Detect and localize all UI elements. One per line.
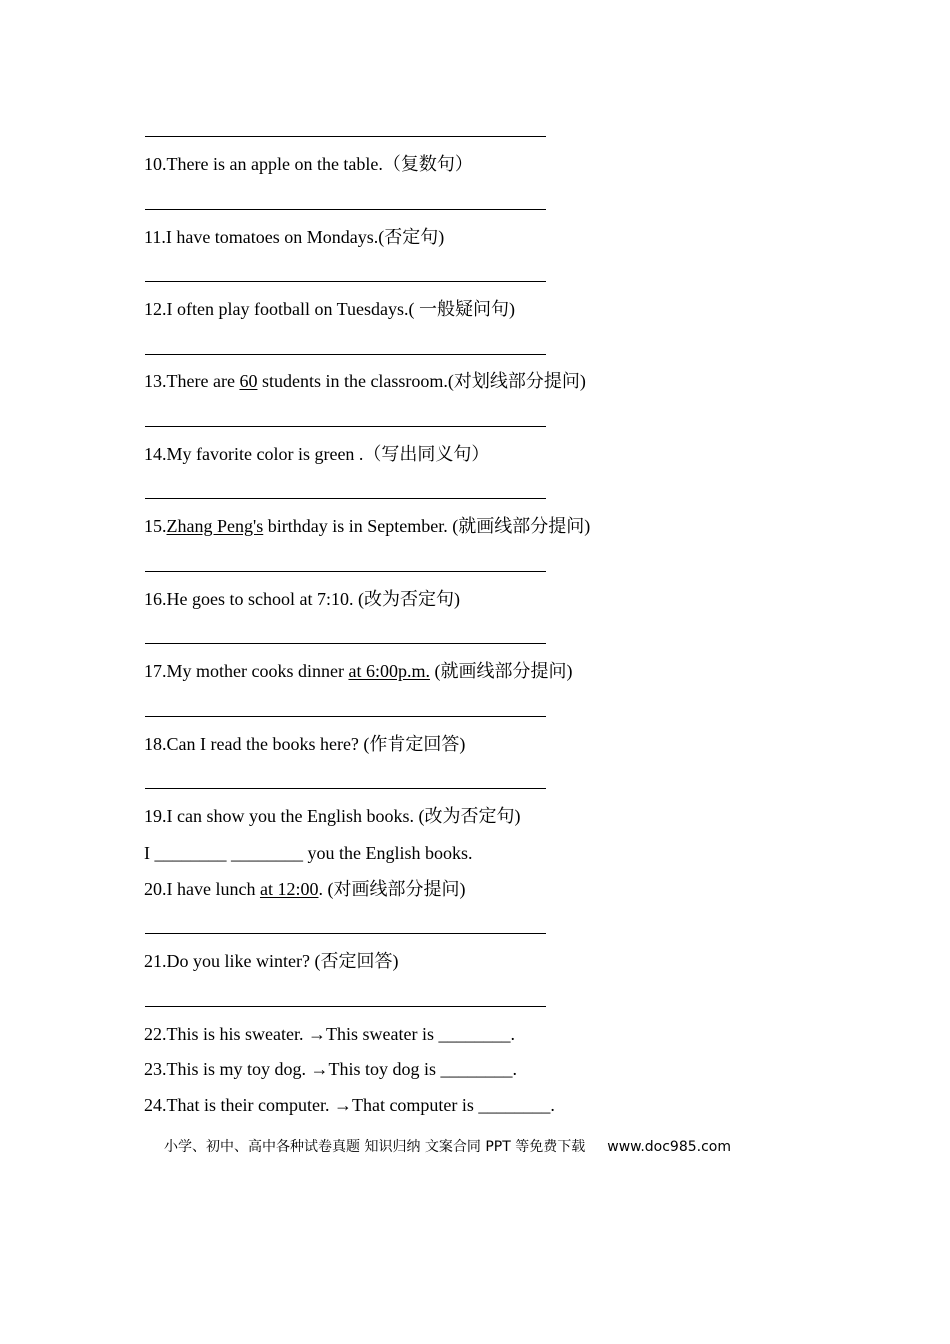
question-16 [144,588,460,610]
question-12 [144,298,515,320]
question-19-fill-in [144,842,473,864]
question-text: 22.This is his sweater. →This sweater is ________. [144,1024,515,1044]
question-text: 13.There are [144,371,240,391]
underlined-part: at 12:00 [259,879,319,899]
question-text: 21.Do you like winter? (否定回答) [144,951,399,971]
page-footer [164,1137,731,1157]
question-24 [144,1094,555,1116]
question-18 [144,733,465,755]
answer-line [145,426,546,427]
question-text: 12.I often play football on Tuesdays.( 一般疑问句) [144,299,515,319]
underlined-part: 60 [239,371,258,391]
answer-line [145,933,546,934]
answer-line [145,136,546,137]
question-text: . (对画线部分提问) [318,879,466,899]
question-text: 23.This is my toy dog. →This toy dog is ________. [144,1059,518,1079]
answer-line [145,209,546,210]
question-10 [144,153,473,175]
underlined-part: at 6:00p.m. [348,661,430,681]
footer-url: www.doc985.com [607,1139,731,1155]
question-text: (就画线部分提问) [429,661,573,681]
question-text: 10.There is an apple on the table.（复数句） [144,154,473,174]
question-22 [144,1023,515,1045]
answer-line [145,498,546,499]
question-text: students in the classroom.(对划线部分提问) [257,371,586,391]
answer-line [145,281,546,282]
fill-in-text: I ________ ________ you the English books. [144,843,473,863]
question-11 [144,226,444,248]
question-text: 24.That is their computer. →That computer is ________. [144,1095,555,1115]
answer-line [145,1006,546,1007]
question-21 [144,950,398,972]
question-text: birthday is in September. (就画线部分提问) [263,516,591,536]
question-13 [144,370,586,392]
question-text: 20.I have lunch [144,879,260,899]
question-text: 14.My favorite color is green .（写出同义句） [144,444,490,464]
question-text: 18.Can I read the books here? (作肯定回答) [144,734,466,754]
question-14 [144,443,489,465]
question-23 [144,1058,517,1080]
question-20 [144,878,465,900]
question-text: 11.I have tomatoes on Mondays.(否定句) [144,227,445,247]
question-text: 16.He goes to school at 7:10. (改为否定句) [144,589,460,609]
answer-line [145,643,546,644]
answer-line [145,571,546,572]
answer-line [145,354,546,355]
answer-line [145,788,546,789]
footer-text: 小学、初中、高中各种试卷真题 知识归纳 文案合同 PPT 等免费下载 [164,1139,586,1155]
question-15 [144,515,590,537]
answer-line [145,716,546,717]
question-text: 19.I can show you the English books. (改为否定句) [144,806,521,826]
question-text: 15. [144,516,167,536]
question-text: 17.My mother cooks dinner [144,661,349,681]
question-19 [144,805,520,827]
underlined-part: Zhang Peng's [166,516,264,536]
question-17 [144,660,572,682]
